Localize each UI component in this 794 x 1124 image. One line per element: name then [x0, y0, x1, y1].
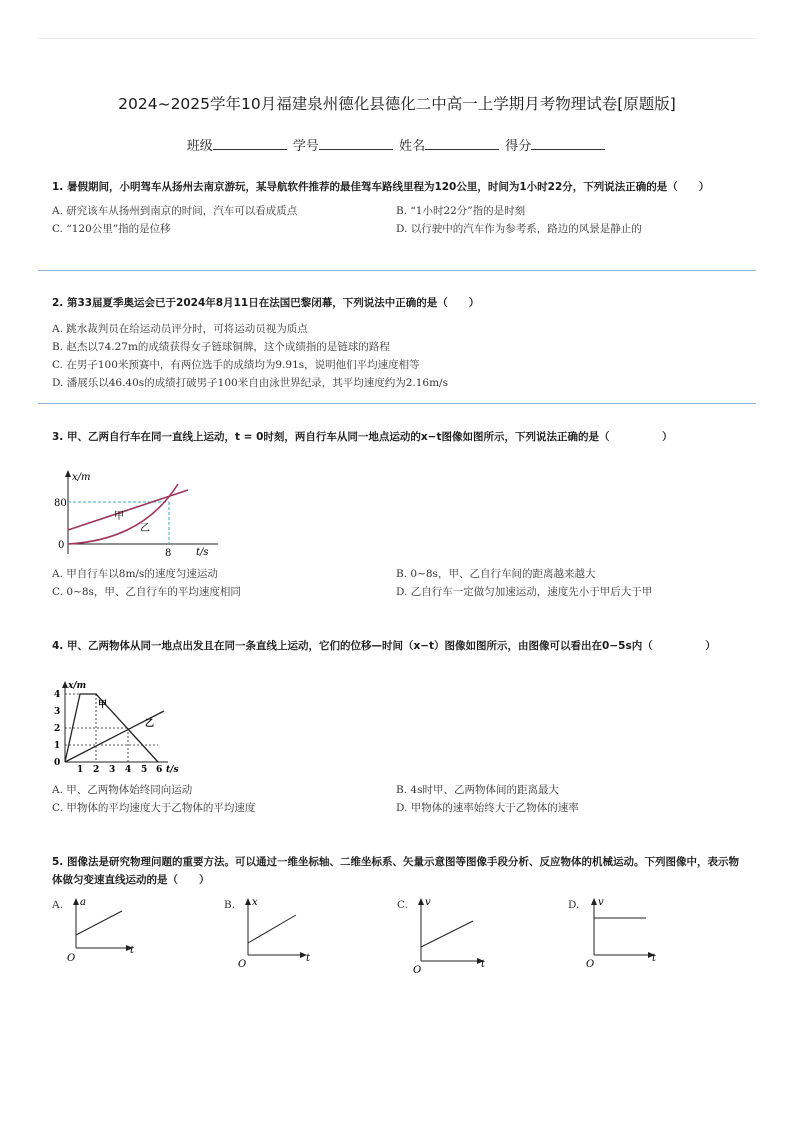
x-axis-label: t — [306, 953, 311, 964]
option-b[interactable]: B. “1小时22分”指的是时刻 — [396, 205, 526, 217]
name-field[interactable] — [425, 137, 499, 150]
x-axis-label: t — [130, 945, 135, 956]
question-1-stem: 1. 暑假期间，小明驾车从扬州去南京游玩，某导航软件推荐的最佳驾车路线里程为120公里，时间为1小时22分，下列说法正确的是（ ） — [52, 181, 710, 193]
origin-label: O — [413, 965, 422, 976]
y-tick: 1 — [54, 741, 61, 751]
y-axis-label: v — [425, 897, 431, 908]
question-2-options — [52, 320, 742, 392]
x-axis-label: t/s — [166, 765, 179, 775]
y-tick: 2 — [54, 724, 61, 734]
question-2 — [52, 294, 742, 392]
y-axis-arrow — [245, 898, 251, 905]
y-tick-80: 80 — [54, 498, 67, 509]
origin-label: O — [586, 959, 595, 970]
top-rule — [38, 38, 756, 39]
origin-label: O — [67, 953, 76, 964]
q3-xt-graph — [48, 468, 228, 560]
question-5-stem: 5. 图像法是研究物理问题的重要方法。可以通过一维坐标轴、二维坐标系、矢量示意图等图像手段分析、反应物体的机械运动。下列图像中，表示物体做匀变速直线运动的是（ ） — [52, 856, 739, 886]
graph-line — [421, 921, 473, 947]
option-d-graph[interactable] — [580, 893, 665, 973]
option-c[interactable]: C. 甲物体的平均速度大于乙物体的平均速度 — [52, 802, 256, 814]
option-d[interactable]: D. 甲物体的速率始终大于乙物体的速率 — [396, 802, 579, 814]
option-b[interactable]: B. 赵杰以74.27m的成绩获得女子链球铜牌，这个成绩指的是链球的路程 — [52, 341, 390, 353]
option-b-graph[interactable] — [234, 893, 314, 973]
y-axis-label: v — [598, 897, 604, 908]
option-d[interactable]: D. 乙自行车一定做匀加速运动，速度先小于甲后大于甲 — [396, 586, 653, 598]
x-tick: 3 — [109, 765, 116, 775]
x-tick: 4 — [125, 765, 132, 775]
origin-label: 0 — [58, 540, 65, 551]
question-3 — [52, 428, 742, 446]
option-d[interactable]: D. 潘展乐以46.40s的成绩打破男子100米自由泳世界纪录，其平均速度约为2.16m/s — [52, 377, 448, 389]
option-d[interactable]: D. 以行驶中的汽车作为参考系，路边的风景是静止的 — [396, 223, 642, 235]
option-a-label[interactable]: A. — [52, 899, 63, 911]
score-label: 得分 — [505, 139, 532, 154]
divider — [38, 403, 756, 404]
question-2-stem: 2. 第33届夏季奥运会已于2024年8月11日在法国巴黎闭幕，下列说法中正确的是（ ） — [52, 297, 480, 309]
question-5 — [52, 853, 742, 889]
class-field[interactable] — [213, 137, 287, 150]
page-title: 2024~2025学年10月福建泉州德化县德化二中高一上学期月考物理试卷[原题版] — [118, 95, 676, 113]
x-tick: 2 — [93, 765, 100, 775]
option-a[interactable]: A. 甲自行车以8m/s的速度匀速运动 — [52, 568, 218, 580]
y-axis-arrow — [418, 898, 424, 905]
label-yi: 乙 — [145, 719, 155, 729]
x-tick: 6 — [156, 765, 163, 775]
option-c[interactable]: C. “120公里”指的是位移 — [52, 223, 171, 235]
name-label: 姓名 — [399, 139, 426, 154]
origin-label: 0 — [54, 758, 61, 768]
y-axis-arrow — [73, 898, 79, 905]
option-b[interactable]: B. 4s时甲、乙两物体间的距离最大 — [396, 784, 559, 796]
option-b-label[interactable]: B. — [224, 899, 236, 911]
option-c-graph[interactable] — [407, 893, 492, 977]
option-b[interactable]: B. 0~8s，甲、乙自行车间的距离越来越大 — [396, 568, 596, 580]
x-tick: 5 — [141, 765, 148, 775]
question-4-options — [52, 781, 742, 817]
y-axis-label: x/m — [68, 681, 87, 691]
score-field[interactable] — [531, 137, 605, 150]
option-c[interactable]: C. 在男子100米预赛中，有两位选手的成绩均为9.91s，说明他们平均速度相等 — [52, 359, 420, 371]
y-axis-arrow — [65, 470, 71, 477]
class-label: 班级 — [186, 139, 213, 154]
question-1 — [52, 178, 742, 238]
origin-label: O — [238, 959, 247, 970]
x-tick: 1 — [77, 765, 84, 775]
student-info-row — [0, 135, 794, 154]
question-3-stem: 3. 甲、乙两自行车在同一直线上运动，t = 0时刻，两自行车从同一地点运动的x−t图像如图所示，下列说法正确的是（ ） — [52, 431, 673, 443]
question-3-options — [52, 565, 742, 601]
x-axis-label: t — [481, 959, 486, 970]
y-axis-label: x/m — [72, 472, 91, 483]
label-jia: 甲 — [98, 700, 108, 710]
option-c-label[interactable]: C. — [397, 899, 408, 911]
option-a[interactable]: A. 研究该车从扬州到南京的时间，汽车可以看成质点 — [52, 205, 298, 217]
graph-line — [76, 911, 122, 935]
y-axis-label: x — [252, 897, 258, 908]
id-label: 学号 — [292, 139, 319, 154]
x-axis-label: t/s — [196, 547, 209, 558]
option-a[interactable]: A. 甲、乙两物体始终同向运动 — [52, 784, 193, 796]
option-d-label[interactable]: D. — [568, 899, 580, 911]
y-axis-label: a — [80, 897, 86, 908]
label-jia: 甲 — [114, 511, 124, 522]
id-field[interactable] — [319, 137, 393, 150]
graph-line — [248, 915, 296, 943]
label-yi: 乙 — [140, 523, 150, 534]
question-1-options — [52, 202, 742, 238]
x-axis-label: t — [652, 953, 657, 964]
y-tick: 3 — [54, 707, 61, 717]
option-c[interactable]: C. 0~8s，甲、乙自行车的平均速度相同 — [52, 586, 241, 598]
y-tick: 4 — [54, 690, 61, 700]
question-4 — [52, 637, 742, 655]
divider — [38, 270, 756, 271]
q4-xt-graph — [48, 676, 188, 776]
option-a[interactable]: A. 跳水裁判员在给运动员评分时，可将运动员视为质点 — [52, 323, 308, 335]
option-a-graph[interactable] — [62, 893, 142, 973]
question-4-stem: 4. 甲、乙两物体从同一地点出发且在同一条直线上运动，它们的位移—时间（x−t）图像如图所示，由图像可以看出在0−5s内（ ） — [52, 640, 716, 652]
x-tick-8: 8 — [165, 548, 172, 559]
y-axis-arrow — [591, 898, 597, 905]
